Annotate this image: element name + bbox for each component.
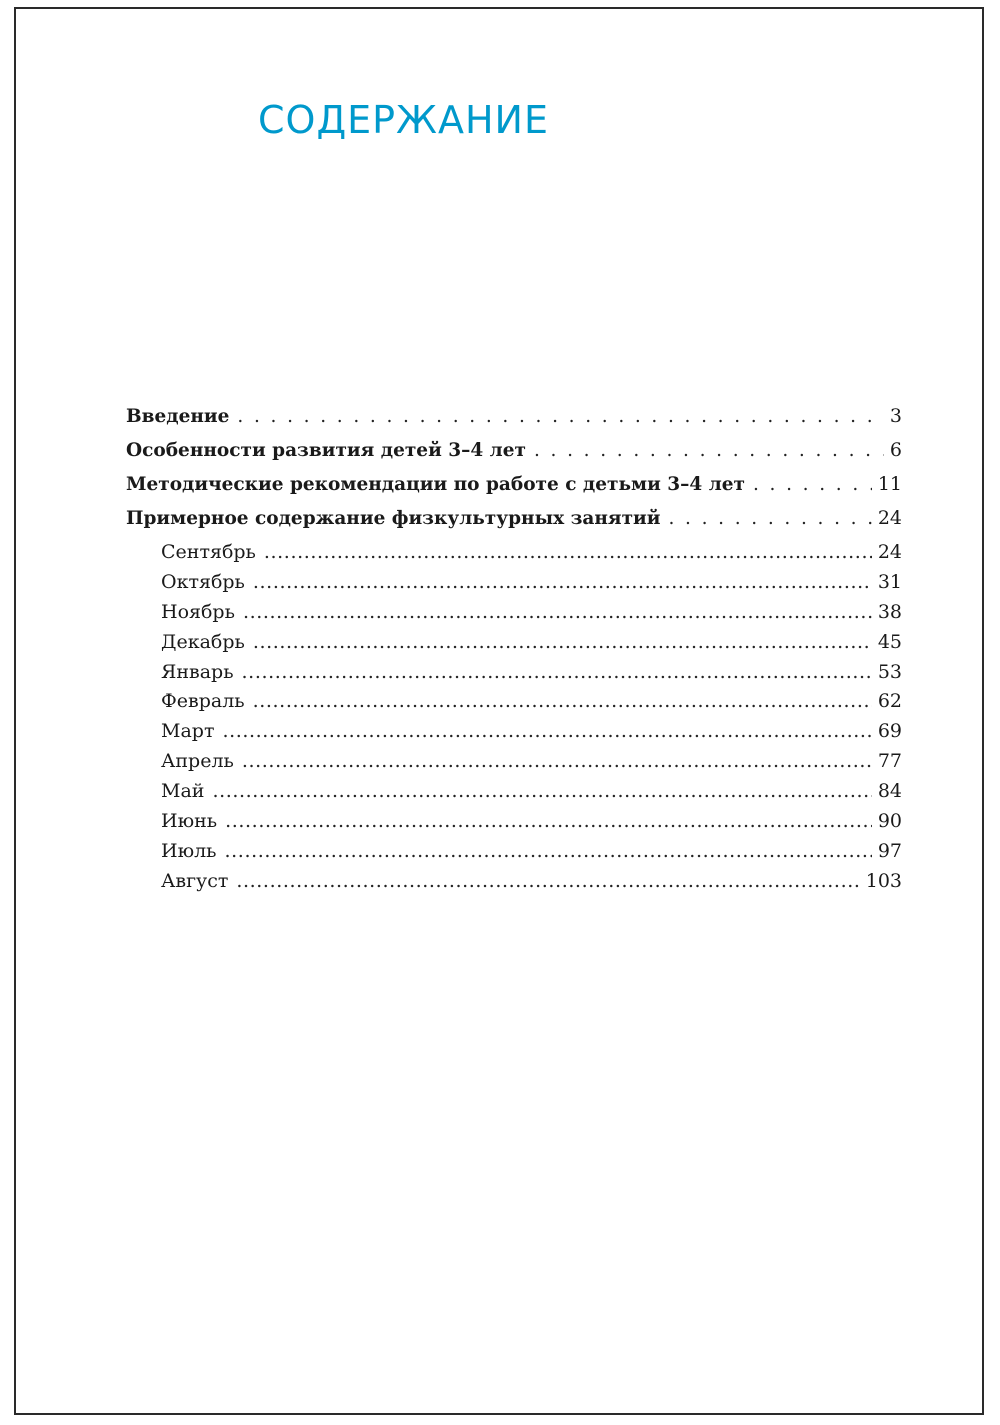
- toc-page-number: 97: [877, 839, 902, 862]
- toc-dot-leader: [243, 601, 872, 623]
- toc-dot-leader: [253, 571, 872, 593]
- toc-entry[interactable]: [126, 405, 902, 439]
- toc-subentry[interactable]: [126, 870, 902, 900]
- toc-subentry-label: Май: [161, 780, 205, 803]
- toc-subentry[interactable]: [126, 571, 902, 601]
- toc-dot-leader: [253, 690, 872, 712]
- toc-dot-leader: [242, 750, 872, 772]
- toc-subentry[interactable]: [126, 720, 902, 750]
- toc-subentry-label: Декабрь: [161, 630, 245, 653]
- toc-entry[interactable]: [126, 473, 902, 507]
- toc-subentry[interactable]: [126, 541, 902, 571]
- toc-page-number: 84: [877, 780, 902, 803]
- toc-page-number: 3: [889, 405, 902, 427]
- toc-subentry-label: Ноябрь: [161, 600, 235, 623]
- toc-page-number: 31: [877, 570, 902, 593]
- toc-page-number: 24: [877, 541, 902, 563]
- toc-page-number: 62: [877, 690, 902, 713]
- toc-page-number: 38: [877, 600, 902, 623]
- toc-subentry[interactable]: [126, 840, 902, 870]
- toc-dot-leader: [237, 406, 884, 427]
- toc-page-number: 24: [877, 507, 902, 529]
- toc-page-number: 45: [877, 630, 902, 653]
- toc-dot-leader: [225, 810, 872, 832]
- toc-subentry[interactable]: [126, 810, 902, 840]
- toc-page-number: 69: [877, 720, 902, 743]
- toc-dot-leader: [225, 840, 872, 862]
- toc-subentry[interactable]: [126, 631, 902, 661]
- toc-dot-leader: [753, 474, 872, 495]
- toc-dot-leader: [242, 661, 872, 683]
- toc-entry-label: Особенности развития детей 3–4 лет: [126, 440, 526, 461]
- toc-dot-leader: [236, 870, 859, 892]
- toc-page-number: 90: [877, 810, 902, 833]
- toc-subentry[interactable]: [126, 780, 902, 810]
- toc-dot-leader: [669, 508, 872, 529]
- toc-subentry-label: Февраль: [161, 690, 245, 713]
- toc-subentry-label: Январь: [161, 660, 234, 683]
- toc-dot-leader: [222, 720, 871, 742]
- toc-page-number: 53: [877, 660, 902, 683]
- toc-page-number: 11: [877, 473, 902, 495]
- toc-page-number: 77: [877, 750, 902, 773]
- toc-entry-label: Методические рекомендации по работе с детьми 3–4 лет: [126, 474, 745, 495]
- toc-subentry-label: Июнь: [161, 810, 218, 833]
- toc-entry[interactable]: [126, 507, 902, 541]
- toc-subentry[interactable]: [126, 690, 902, 720]
- toc-subentry-label: Сентябрь: [161, 541, 256, 563]
- table-of-contents: [126, 405, 902, 900]
- toc-dot-leader: [253, 631, 872, 653]
- toc-subentry-label: Апрель: [161, 750, 234, 773]
- toc-dot-leader: [212, 780, 871, 802]
- toc-subentry-label: Октябрь: [161, 570, 245, 593]
- toc-subentry-label: Июль: [161, 839, 217, 862]
- toc-entry-label: Введение: [126, 406, 230, 427]
- page-title: СОДЕРЖАНИЕ: [258, 98, 549, 142]
- toc-dot-leader: [264, 541, 872, 563]
- toc-dot-leader: [534, 440, 884, 461]
- toc-entry[interactable]: [126, 439, 902, 473]
- toc-subentry[interactable]: [126, 601, 902, 631]
- toc-subentry[interactable]: [126, 661, 902, 691]
- toc-page-number: 6: [889, 439, 902, 461]
- toc-subentry-label: Март: [161, 720, 215, 743]
- toc-entry-label: Примерное содержание физкультурных занятий: [126, 508, 661, 529]
- toc-page-number: 103: [865, 869, 902, 892]
- toc-subentry[interactable]: [126, 750, 902, 780]
- toc-subentry-label: Август: [161, 869, 229, 892]
